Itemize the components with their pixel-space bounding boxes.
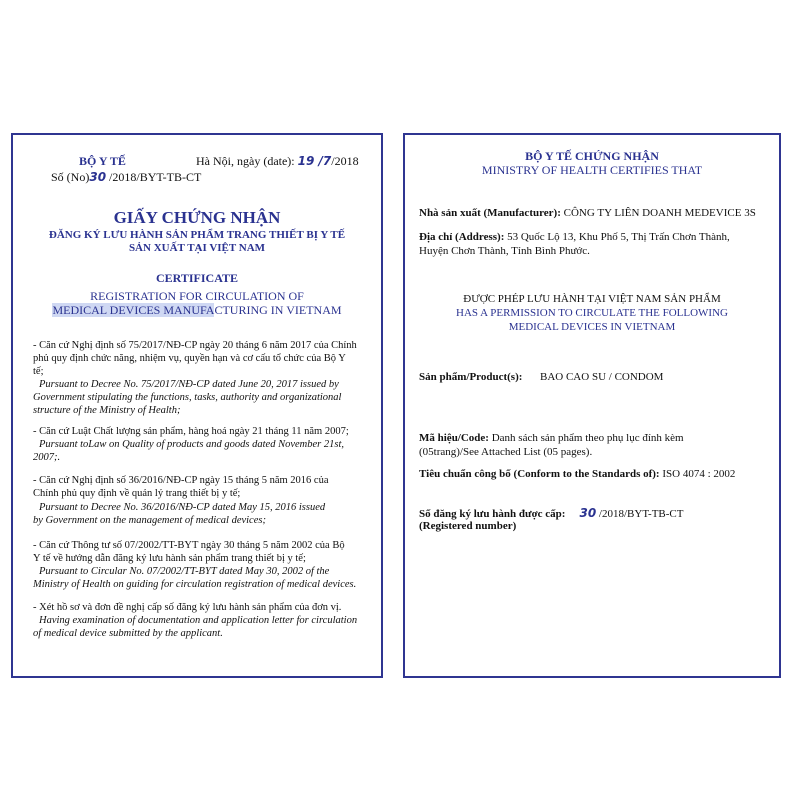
registration-row bbox=[419, 506, 683, 520]
title-vn: GIẤY CHỨNG NHẬN bbox=[113, 208, 281, 227]
permit-vn: ĐƯỢC PHÉP LƯU HÀNH TẠI VIỆT NAM SẢN PHẨM bbox=[463, 293, 721, 305]
code-value-line2: (05trang)/See Attached List (05 pages). bbox=[419, 446, 593, 458]
standard-value: ISO 4074 : 2002 bbox=[659, 468, 736, 480]
highlighted-text: MEDICAL DEVICES MANUFA bbox=[52, 303, 215, 317]
manufacturer-label: Nhà sản xuất (Manufacturer): bbox=[419, 207, 561, 219]
standard-label: Tiêu chuẩn công bố (Conform to the Standards of): bbox=[419, 468, 660, 480]
subtitle-en-2: MEDICAL DEVICES MANUFACTURING IN VIETNAM bbox=[52, 303, 342, 317]
para2-vn-line1: - Căn cứ Luật Chất lượng sản phẩm, hàng hoá ngày 21 tháng 11 năm 2007; bbox=[33, 426, 349, 437]
address-value-line2: Huyện Chơn Thành, Tỉnh Bình Phước. bbox=[419, 245, 590, 257]
handwritten-number: 30 bbox=[89, 170, 107, 184]
certificate-left-page bbox=[11, 133, 383, 678]
address-value-line1: 53 Quốc Lộ 13, Khu Phố 5, Thị Trấn Chơn Thành, bbox=[504, 231, 730, 243]
para4-vn-line1: - Căn cứ Thông tư số 07/2002/TT-BYT ngày 30 tháng 5 năm 2002 của Bộ bbox=[33, 540, 345, 551]
number-label: Số (No) bbox=[51, 170, 90, 184]
registration-suffix: /2018/BYT-TB-CT bbox=[596, 508, 684, 520]
standard-row bbox=[419, 468, 735, 480]
para3-en-line2: by Government on the management of medical devices; bbox=[33, 515, 266, 526]
place-date bbox=[196, 154, 359, 169]
code-label: Mã hiệu/Code: bbox=[419, 432, 489, 444]
subtitle-vn-2: SẢN XUẤT TẠI VIỆT NAM bbox=[128, 242, 266, 254]
certificate-right-page bbox=[403, 133, 781, 678]
title-en: CERTIFICATE bbox=[155, 271, 239, 285]
product-label: Sản phẩm/Product(s): bbox=[419, 371, 523, 383]
ministry-label: BỘ Y TẾ bbox=[79, 154, 126, 168]
para4-en-line2: Ministry of Health on guiding for circulation registration of medical devices. bbox=[33, 579, 357, 590]
manufacturer-value: CÔNG TY LIÊN DOANH MEDEVICE 3S bbox=[560, 207, 756, 219]
address-row bbox=[419, 231, 730, 243]
para1-en-line1: Pursuant to Decree No. 75/2017/NĐ-CP dated June 20, 2017 issued by bbox=[39, 379, 339, 390]
place-date-label: Hà Nội, ngày (date): bbox=[196, 154, 298, 168]
registration-label-en: (Registered number) bbox=[419, 520, 517, 532]
subtitle-vn-1: ĐĂNG KÝ LƯU HÀNH SẢN PHẨM TRANG THIẾT BỊ Y TẾ bbox=[48, 229, 346, 241]
para5-vn-line1: - Xét hồ sơ và đơn đề nghị cấp số đăng ký lưu hành sản phẩm của đơn vị. bbox=[33, 602, 342, 613]
subtitle-en-1: REGISTRATION FOR CIRCULATION OF bbox=[90, 289, 304, 303]
product-row bbox=[419, 371, 522, 383]
para5-en-line1: Having examination of documentation and application letter for circulation bbox=[39, 615, 358, 626]
registration-label: Số đăng ký lưu hành được cấp: bbox=[419, 508, 566, 520]
date-year: /2018 bbox=[331, 154, 359, 168]
para3-vn-line1: - Căn cứ Nghị định số 36/2016/NĐ-CP ngày 15 tháng 5 năm 2016 của bbox=[33, 475, 329, 486]
product-value: BAO CAO SU / CONDOM bbox=[540, 371, 664, 383]
para5-en-line2: of medical device submitted by the applicant. bbox=[33, 628, 223, 639]
document-number bbox=[51, 170, 201, 185]
para4-vn-line2: Y tế về hướng dẫn đăng ký lưu hành sản phẩm trang thiết bị y tế; bbox=[33, 553, 306, 564]
handwritten-registration-number: 30 bbox=[579, 506, 597, 520]
para3-vn-line2: Chính phủ quy định về quản lý trang thiết bị y tế; bbox=[33, 488, 241, 499]
para1-vn-line3: tế; bbox=[33, 366, 44, 377]
para1-en-line2: Government stipulating the functions, tasks, authority and organizational bbox=[33, 392, 342, 403]
address-label: Địa chỉ (Address): bbox=[419, 231, 505, 243]
header-en: MINISTRY OF HEALTH CERTIFIES THAT bbox=[481, 163, 703, 177]
para1-vn-line2: phủ quy định chức năng, nhiệm vụ, quyền hạn và cơ cấu tổ chức của Bộ Y bbox=[33, 353, 346, 364]
handwritten-date: 19 /7 bbox=[297, 154, 332, 168]
para1-en-line3: structure of the Ministry of Health; bbox=[33, 405, 181, 416]
manufacturer-row bbox=[419, 207, 756, 219]
para1-vn-line1: - Căn cứ Nghị định số 75/2017/NĐ-CP ngày 20 tháng 6 năm 2017 của Chính bbox=[33, 340, 357, 351]
code-value-line1: Danh sách sản phẩm theo phụ lục đính kèm bbox=[488, 432, 684, 444]
code-row bbox=[419, 432, 684, 444]
para2-en-line1: Pursuant toLaw on Quality of products and goods dated November 21st, bbox=[39, 439, 344, 450]
para2-en-line2: 2007;. bbox=[33, 452, 61, 463]
number-suffix: /2018/BYT-TB-CT bbox=[106, 170, 202, 184]
permit-en-line2: MEDICAL DEVICES IN VIETNAM bbox=[508, 321, 676, 333]
header-vn: BỘ Y TẾ CHỨNG NHẬN bbox=[525, 149, 659, 163]
para4-en-line1: Pursuant to Circular No. 07/2002/TT-BYT dated May 30, 2002 of the bbox=[39, 566, 330, 577]
para3-en-line1: Pursuant to Decree No. 36/2016/NĐ-CP dated May 15, 2016 issued bbox=[39, 502, 326, 513]
permit-en-line1: HAS A PERMISSION TO CIRCULATE THE FOLLOWING bbox=[456, 307, 728, 319]
